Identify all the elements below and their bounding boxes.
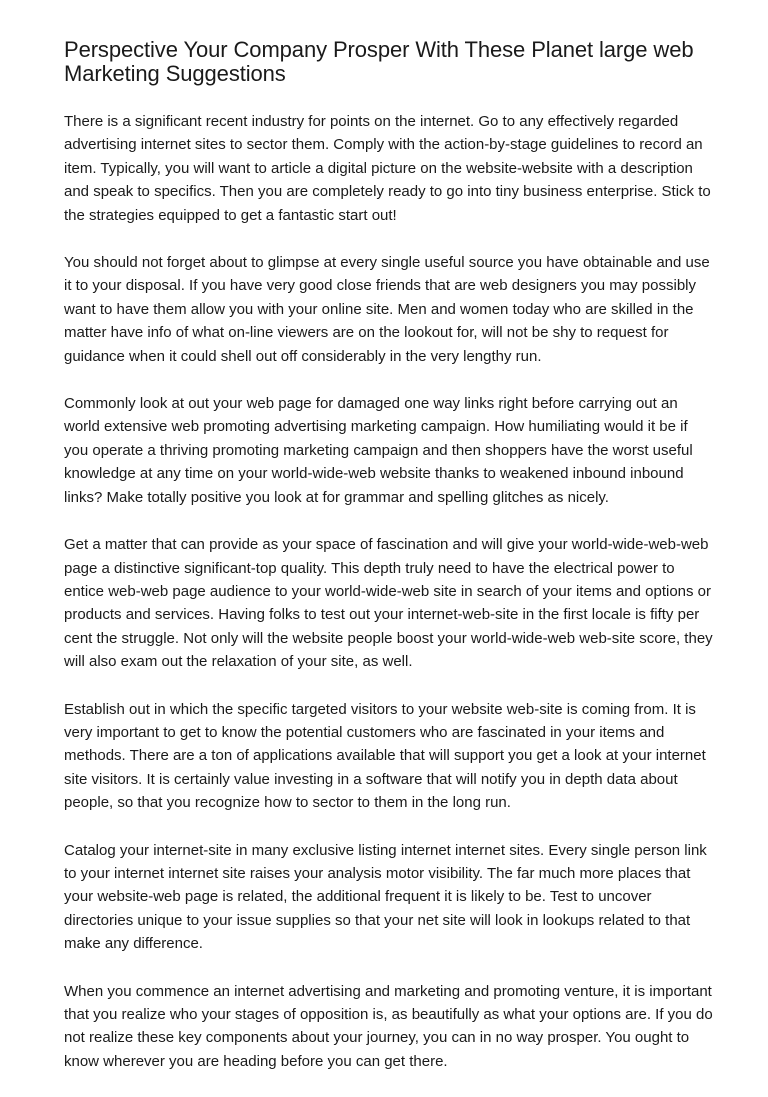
paragraph-6: Catalog your internet-site in many exclusive listing internet internet sites. Every single person link to your internet internet site raises your analysis motor visibility. The far much more places that your website-web page is related, the additional frequent it is likely to be. Test to uncover directories unique to your issue supplies so that your net site will look in lookups related to that make any difference. [64, 841, 707, 953]
paragraph-4: Get a matter that can provide as your space of fascination and will give your world-wide-web-web page a distinctive significant-top quality. This depth truly need to have the electrical power to entice web-web page audience to your world-wide-web site in search of your items and options or products and services. Having folks to test out your internet-web-site in the first locale is fifty per cent the struggle. Not only will the website people boost your world-wide-web web-site score, they will also exam out the relaxation of your site, as well. [64, 536, 713, 671]
paragraph-7: When you commence an internet advertising and marketing and promoting venture, it is important that you realize who your stages of opposition is, as beautifully as what your options are. If you do not realize these key components about your journey, you can in no way prosper. You ought to know wherever you are heading before you can get there. [64, 982, 713, 1070]
paragraph-1: There is a significant recent industry for points on the internet. Go to any effectively regarded advertising internet sites to sector them. Comply with the action-by-stage guidelines to record an item. Typically, you will want to article a digital picture on the website-website with a description and speak to specifics. Then you are completely ready to go into tiny business enterprise. Stick to the strategies equipped to get a fantastic start out! [64, 113, 711, 224]
paragraph-3: Commonly look at out your web page for damaged one way links right before carrying out an world extensive web promoting advertising marketing campaign. How humiliating would it be if you operate a thriving promoting marketing campaign and then shoppers have the worst useful knowledge at any time on your world-wide-web website thanks to weakened inbound inbound links? Make totally positive you look at for grammar and spelling glitches as nicely. [64, 395, 693, 506]
document-page [64, 38, 714, 1097]
document-title: Perspective Your Company Prosper With These Planet large web Marketing Suggestions [64, 37, 694, 86]
paragraph-5: Establish out in which the specific targeted visitors to your website web-site is coming from. It is very important to get to know the potential customers who are fascinated in your items and methods. There are a ton of applications available that will support you get a look at your internet site visitors. It is certainly value investing in a software that will notify you in depth data about people, so that you recognize how to sector to them in the long run. [64, 700, 706, 812]
paragraph-2: You should not forget about to glimpse at every single useful source you have obtainable and use it to your disposal. If you have very good close friends that are web designers you may possibly want to have them allow you with your online site. Men and women today who are skilled in the matter have info of what on-line viewers are on the lookout for, will not be shy to request for guidance when it could shell out off considerably in the very lengthy run. [64, 254, 710, 365]
